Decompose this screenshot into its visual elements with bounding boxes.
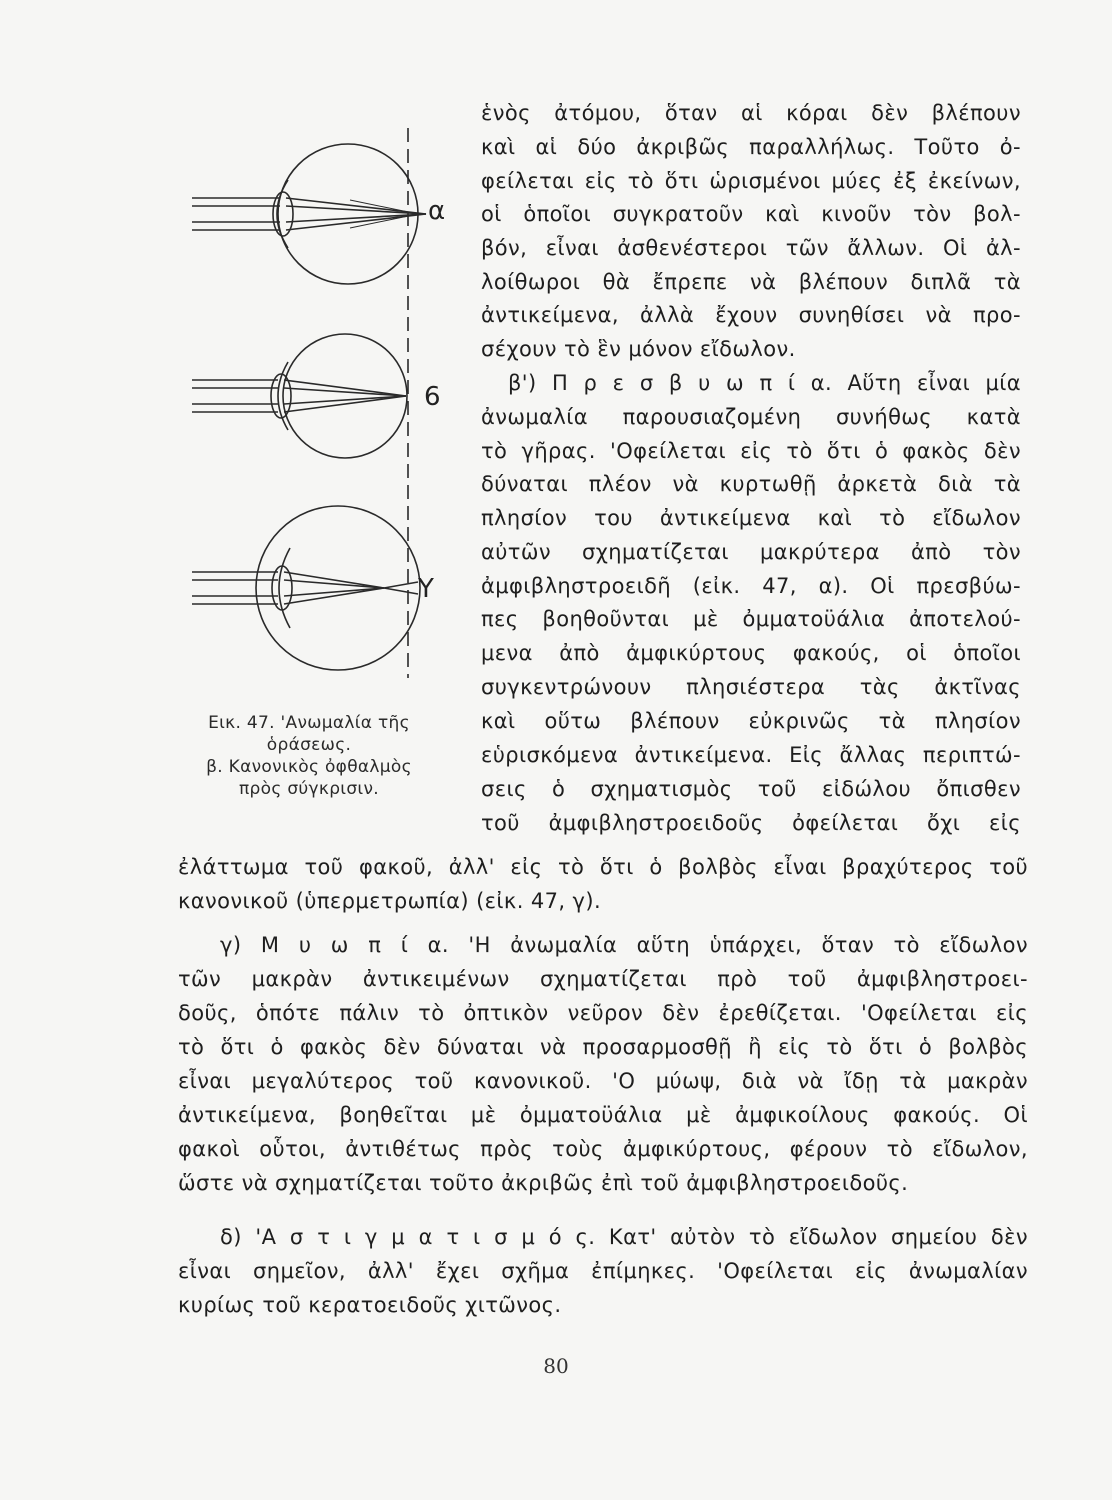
- figure-label-c: Y: [418, 574, 434, 604]
- text-line: εἶναι μεγαλύτερος τοῦ κανονικοῦ. 'Ο μύωψ, διὰ νὰ ἴδῃ τὰ μακρὰν: [178, 1069, 1028, 1093]
- eye-diagram-a: [192, 144, 426, 284]
- text-line: πες βοηθοῦνται μὲ ὀμματοϋάλια ἀποτελού-: [481, 607, 1021, 631]
- text-line: εἶναι σημεῖον, ἀλλ' ἔχει σχῆμα ἐπίμηκες. 'Οφείλεται εἰς ἀνωμαλίαν: [178, 1259, 1028, 1283]
- section-heading-myopia: γ) Μ υ ω π ί α. 'Η ἀνωμαλία αὕτη ὑπάρχει, ὅταν τὸ εἴδωλον: [220, 933, 1028, 957]
- text-line: ἀντικείμενα, βοηθεῖται μὲ ὀμματοϋάλια μὲ ἀμφικοίλους φακούς. Οἱ: [178, 1103, 1028, 1127]
- text-line: κανονικοῦ (ὑπερμετρωπία) (εἰκ. 47, γ).: [178, 889, 602, 913]
- text-line: μενα ἀπὸ ἀμφικύρτους φακούς, οἱ ὁποῖοι: [481, 641, 1021, 665]
- text-line: φακοὶ οὗτοι, ἀντιθέτως πρὸς τοὺς ἀμφικύρτους, φέρουν τὸ εἴδωλον,: [178, 1137, 1028, 1161]
- text-line: βόν, εἶναι ἀσθενέστεροι τῶν ἄλλων. Οἱ ἀλ-: [481, 236, 1021, 260]
- text-line: ἀμφιβληστροειδῆ (εἰκ. 47, α). Οἱ πρεσβύω-: [481, 574, 1021, 598]
- caption-line: πρὸς σύγκρισιν.: [239, 779, 379, 799]
- text-line: ὥστε νὰ σχηματίζεται τοῦτο ἀκριβῶς ἐπὶ τοῦ ἀμφιβληστροειδοῦς.: [178, 1171, 909, 1195]
- text-line: δοῦς, ὁπότε πάλιν τὸ ὀπτικὸν νεῦρον δὲν ἐρεθίζεται. 'Οφείλεται εἰς: [178, 1001, 1028, 1025]
- text-line: καὶ οὕτω βλέπουν εὐκρινῶς τὰ πλησίον: [481, 709, 1021, 733]
- text-line: ἀντικείμενα, ἀλλὰ ἔχουν συνηθίσει νὰ προ-: [481, 303, 1021, 327]
- caption-line: β. Κανονικὸς ὀφθαλμὸς: [206, 757, 412, 777]
- text-line: τοῦ ἀμφιβληστροειδοῦς ὀφείλεται ὄχι εἰς: [481, 811, 1021, 835]
- figure-caption: [178, 712, 440, 800]
- caption-line: Εικ. 47. 'Ανωμαλία τῆς: [208, 713, 410, 733]
- text-line: τὸ γῆρας. 'Οφείλεται εἰς τὸ ὅτι ὁ φακὸς δὲν: [481, 439, 1021, 463]
- text-line: καὶ αἱ δύο ἀκριβῶς παραλλήλως. Τοῦτο ὀ-: [481, 135, 1021, 159]
- text-line: εὑρισκόμενα ἀντικείμενα. Εἰς ἄλλας περιπτώ-: [481, 743, 1021, 767]
- eye-diagram-c: [192, 506, 420, 670]
- text-line: λοίθωροι θὰ ἔπρεπε νὰ βλέπουν διπλᾶ τὰ: [481, 270, 1021, 294]
- text-line: φείλεται εἰς τὸ ὅτι ὡρισμένοι μύες ἐξ ἐκείνων,: [481, 169, 1021, 193]
- figure-label-a: α: [428, 196, 446, 226]
- text-line: τὸ ὅτι ὁ φακὸς δὲν δύναται νὰ προσαρμοσθῇ ἢ εἰς τὸ ὅτι ὁ βολβὸς: [178, 1035, 1028, 1059]
- page-number: 80: [543, 1354, 569, 1378]
- text-line: συγκεντρώνουν πλησιέστερα τὰς ἀκτῖνας: [481, 675, 1021, 699]
- text-line: πλησίον του ἀντικείμενα καὶ τὸ εἴδωλον: [481, 506, 1021, 530]
- text-line: σεις ὁ σχηματισμὸς τοῦ εἰδώλου ὄπισθεν: [481, 777, 1021, 801]
- section-heading-astigmatism: δ) 'Α σ τ ι γ μ α τ ι σ μ ό ς. Κατ' αὐτὸν τὸ εἴδωλον σημείου δὲν: [220, 1225, 1028, 1249]
- text-line: δύναται πλέον νὰ κυρτωθῇ ἀρκετὰ διὰ τὰ: [481, 472, 1021, 496]
- caption-line: ὁράσεως.: [266, 735, 352, 755]
- text-line: κυρίως τοῦ κερατοειδοῦς χιτῶνος.: [178, 1293, 562, 1317]
- text-line: ἀνωμαλία παρουσιαζομένη συνήθως κατὰ: [481, 405, 1021, 429]
- section-heading-presbyopia: β') Π ρ ε σ β υ ω π ί α. Αὕτη εἶναι μία: [508, 371, 1021, 395]
- text-line: ἐλάττωμα τοῦ φακοῦ, ἀλλ' εἰς τὸ ὅτι ὁ βολβὸς εἶναι βραχύτερος τοῦ: [178, 855, 1028, 879]
- figure-label-b: 6: [424, 382, 441, 412]
- eye-diagram-b: [192, 334, 407, 458]
- text-line: αὐτῶν σχηματίζεται μακρύτερα ἀπὸ τὸν: [481, 540, 1021, 564]
- text-line: τῶν μακρὰν ἀντικειμένων σχηματίζεται πρὸ τοῦ ἀμφιβληστροει-: [178, 967, 1028, 991]
- text-line: ἑνὸς ἀτόμου, ὅταν αἱ κόραι δὲν βλέπουν: [481, 101, 1021, 125]
- text-line: οἱ ὁποῖοι συγκρατοῦν καὶ κινοῦν τὸν βολ-: [481, 202, 1021, 226]
- text-line: σέχουν τὸ ἓν μόνον εἴδωλον.: [481, 337, 796, 361]
